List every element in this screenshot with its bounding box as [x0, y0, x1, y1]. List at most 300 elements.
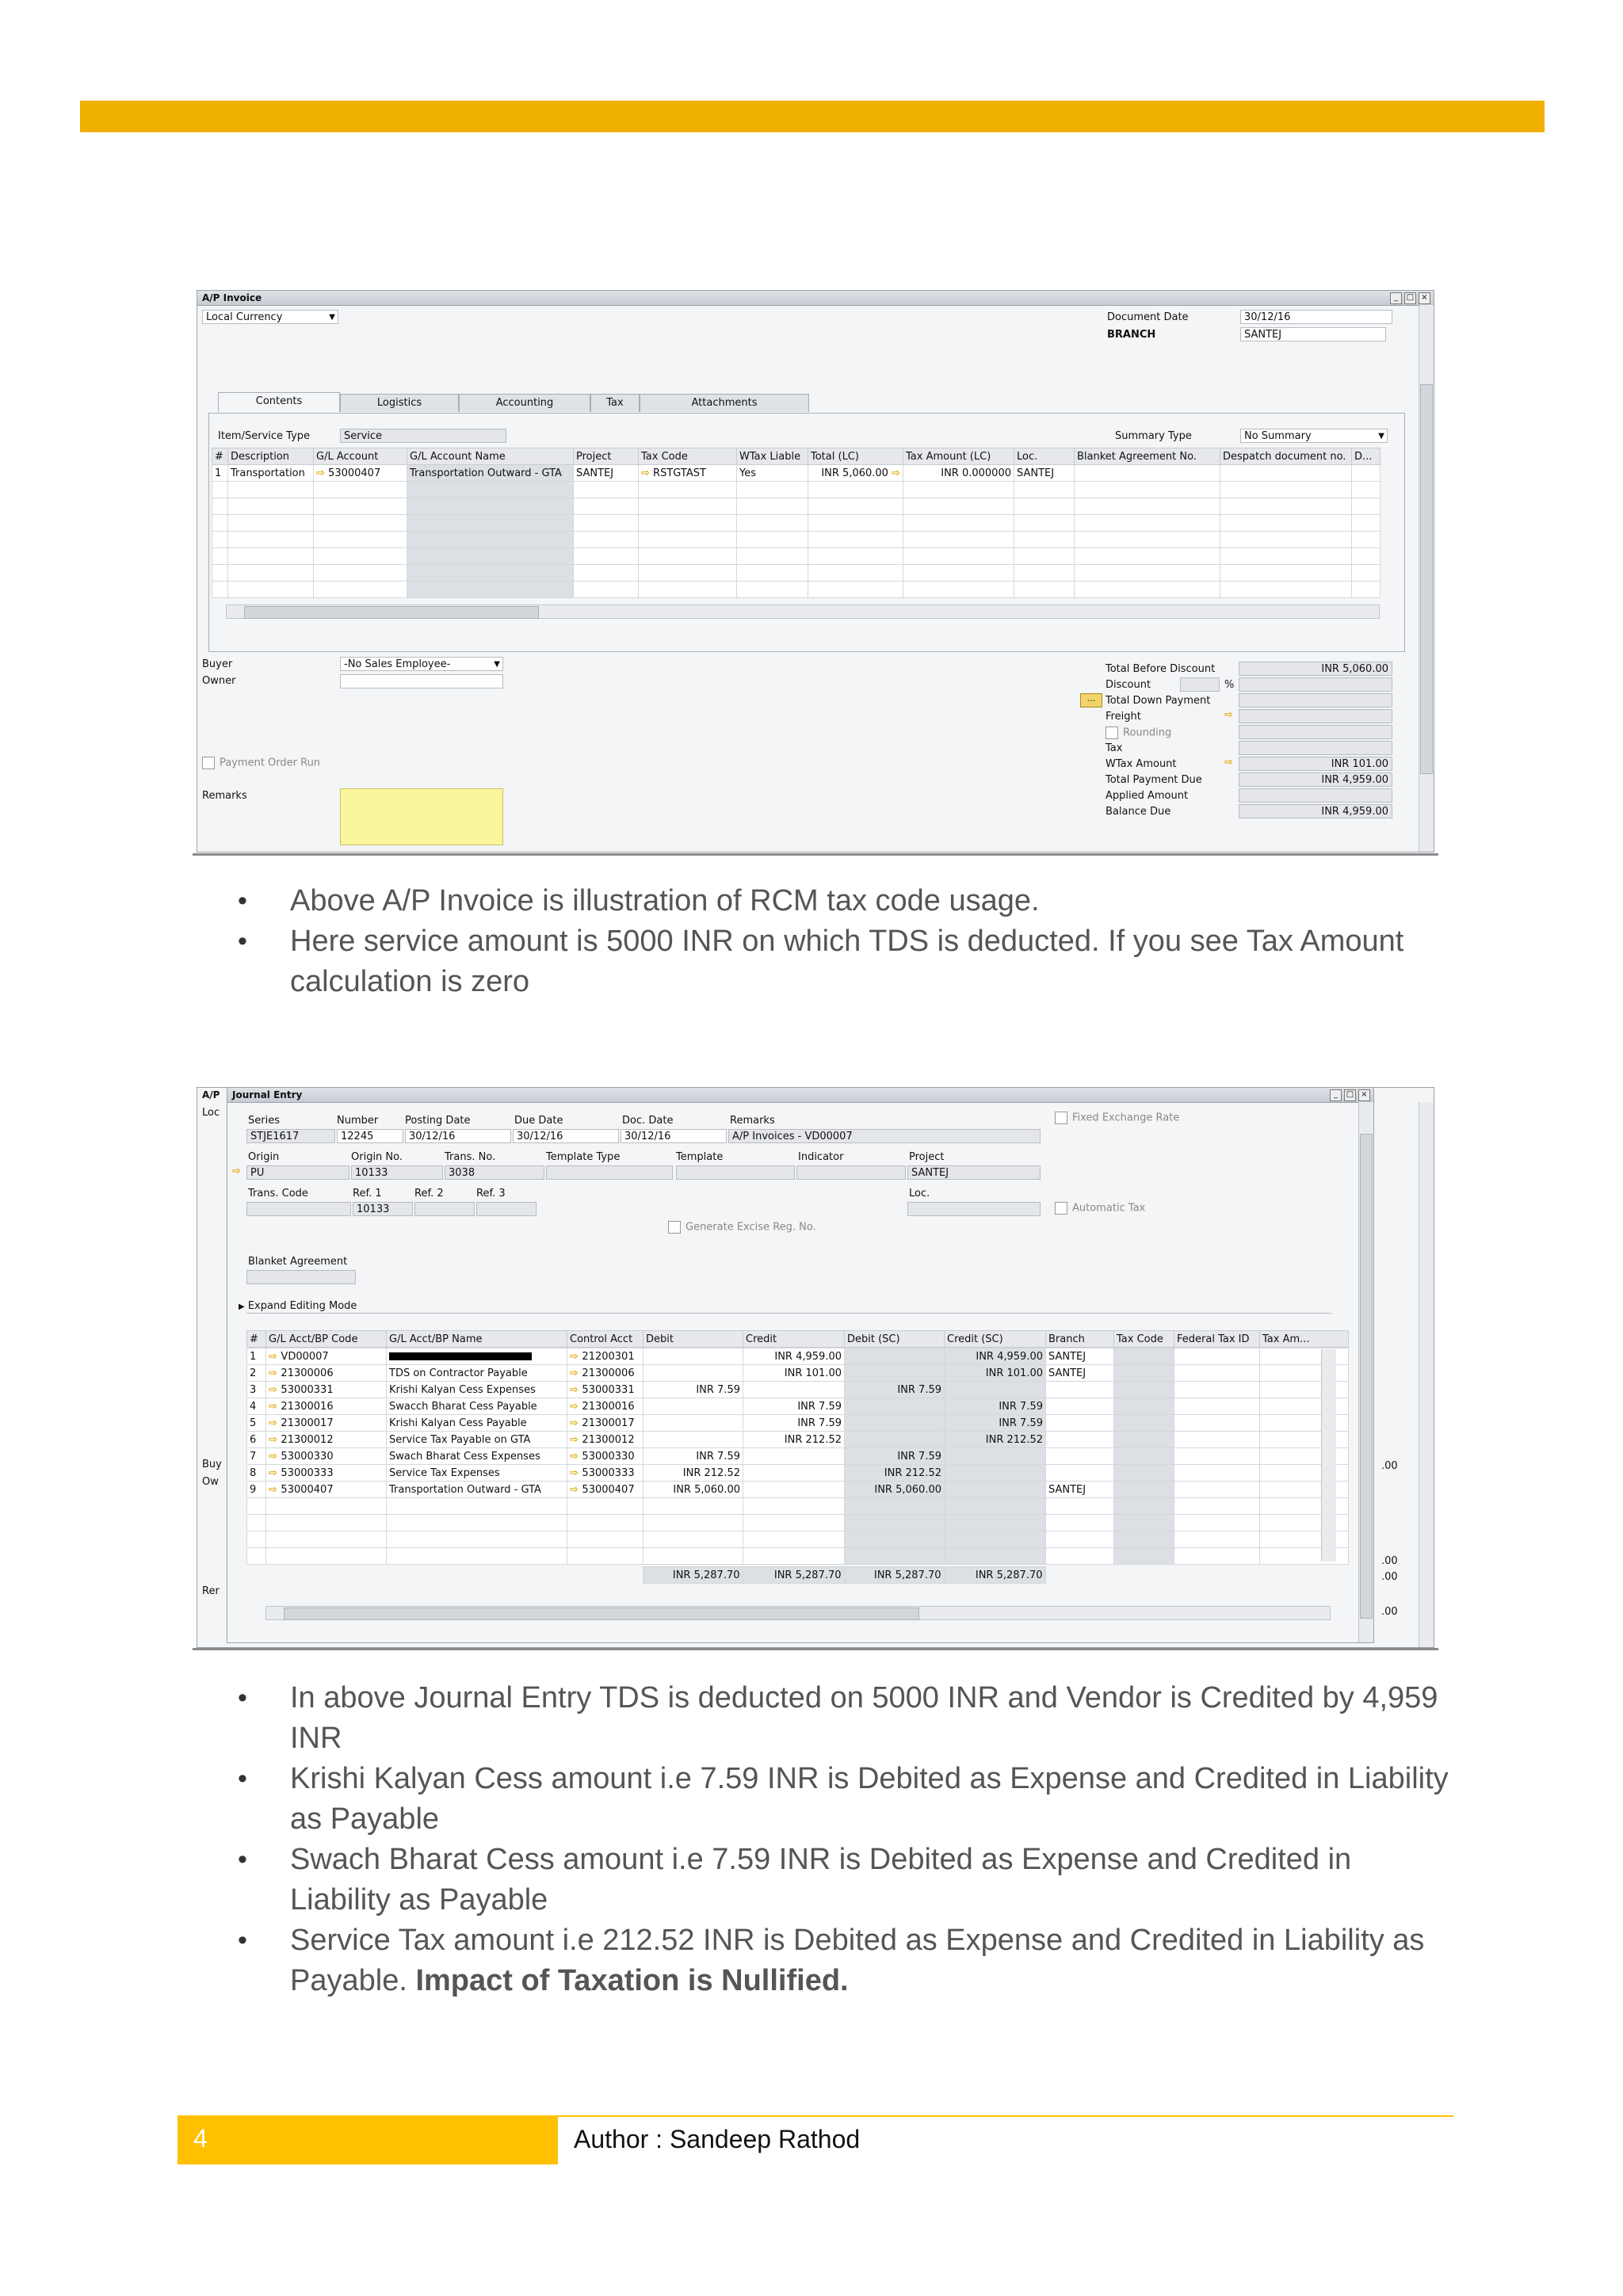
cell[interactable]: [266, 1548, 387, 1565]
cell[interactable]: [743, 1432, 845, 1448]
cell[interactable]: [845, 1365, 945, 1382]
cell[interactable]: [266, 1415, 387, 1432]
table-row[interactable]: [212, 548, 1381, 565]
link-arrow-icon[interactable]: ⇨: [1224, 757, 1233, 769]
cell[interactable]: [567, 1448, 643, 1465]
project-field[interactable]: SANTEJ: [907, 1165, 1041, 1180]
link-arrow-icon[interactable]: ⇨: [1224, 709, 1233, 721]
cell[interactable]: [1174, 1531, 1260, 1548]
checkbox-icon[interactable]: [1106, 727, 1118, 739]
cell[interactable]: [266, 1365, 387, 1382]
separator: [193, 1648, 1438, 1650]
link-arrow-icon[interactable]: ⇨: [269, 1466, 281, 1479]
currency-select[interactable]: [202, 310, 338, 324]
cell[interactable]: [567, 1348, 643, 1365]
cell[interactable]: [387, 1365, 567, 1382]
cell[interactable]: [945, 1415, 1046, 1432]
col-header[interactable]: Tax Am...: [1260, 1331, 1349, 1348]
freight-field[interactable]: [1239, 709, 1392, 723]
total-value: INR 4,959.00: [1321, 774, 1388, 786]
close-icon[interactable]: ×: [1419, 292, 1430, 304]
link-arrow-icon[interactable]: ⇨: [269, 1483, 281, 1496]
cell[interactable]: Yes: [737, 465, 808, 482]
template-type-label: Template Type: [546, 1151, 621, 1163]
cell[interactable]: [1114, 1482, 1174, 1498]
maximize-icon[interactable]: □: [1344, 1089, 1356, 1101]
cell[interactable]: [845, 1531, 945, 1548]
cell[interactable]: [845, 1548, 945, 1565]
cell[interactable]: [1174, 1432, 1260, 1448]
cell[interactable]: [1046, 1398, 1114, 1415]
percent-sign: %: [1224, 679, 1235, 691]
cell[interactable]: [1114, 1382, 1174, 1398]
cell[interactable]: [643, 1432, 743, 1448]
fixed-exchange-rate-checkbox[interactable]: [1055, 1112, 1179, 1124]
horizontal-scrollbar[interactable]: [226, 605, 1380, 619]
cell[interactable]: [1046, 1531, 1114, 1548]
link-arrow-icon[interactable]: ⇨: [269, 1350, 281, 1363]
total-down-payment-field[interactable]: [1239, 693, 1392, 707]
cell[interactable]: [266, 1448, 387, 1465]
link-arrow-icon[interactable]: ⇨: [570, 1466, 582, 1479]
link-arrow-icon[interactable]: ⇨: [570, 1417, 582, 1429]
rounding-field[interactable]: [1239, 725, 1392, 739]
link-arrow-icon[interactable]: ⇨: [892, 467, 900, 479]
cell[interactable]: [567, 1515, 643, 1531]
tab-tax[interactable]: Tax: [590, 394, 640, 412]
cell[interactable]: [567, 1365, 643, 1382]
scroll-thumb[interactable]: [1360, 1134, 1373, 1619]
generate-excise-checkbox[interactable]: [668, 1221, 816, 1234]
cell[interactable]: [1114, 1465, 1174, 1482]
cell[interactable]: [743, 1348, 845, 1365]
link-arrow-icon[interactable]: ⇨: [570, 1433, 582, 1446]
ref1-field[interactable]: 10133: [353, 1202, 413, 1216]
cell[interactable]: [567, 1415, 643, 1432]
cell[interactable]: INR 0.000000: [903, 465, 1014, 482]
cell[interactable]: [387, 1432, 567, 1448]
cell[interactable]: [643, 1365, 743, 1382]
blanket-agreement-field[interactable]: [246, 1270, 356, 1284]
expand-editing-mode-toggle[interactable]: [239, 1300, 357, 1312]
link-arrow-icon[interactable]: ⇨: [570, 1383, 582, 1396]
table-row[interactable]: [247, 1515, 1349, 1531]
cell[interactable]: [1046, 1448, 1114, 1465]
cell[interactable]: [266, 1382, 387, 1398]
cell[interactable]: [845, 1415, 945, 1432]
trans-no-field[interactable]: 3038: [445, 1165, 544, 1180]
cell[interactable]: [567, 1548, 643, 1565]
checkbox-icon[interactable]: [202, 757, 215, 769]
cell[interactable]: [266, 1531, 387, 1548]
link-arrow-icon[interactable]: ⇨: [269, 1367, 281, 1379]
cell[interactable]: [1174, 1498, 1260, 1515]
cell-value: INR 212.52: [884, 1466, 941, 1479]
minimize-icon[interactable]: _: [1330, 1089, 1342, 1101]
cell[interactable]: [1046, 1432, 1114, 1448]
cell[interactable]: [945, 1515, 1046, 1531]
cell[interactable]: [643, 1498, 743, 1515]
cell: [247, 1382, 266, 1398]
cell[interactable]: [643, 1465, 743, 1482]
cell[interactable]: [266, 1348, 387, 1365]
link-arrow-icon[interactable]: ⇨: [269, 1383, 281, 1396]
cell[interactable]: [387, 1415, 567, 1432]
cell[interactable]: [1075, 465, 1220, 482]
cell[interactable]: [266, 1398, 387, 1415]
tab-logistics[interactable]: Logistics: [340, 394, 459, 412]
link-arrow-icon[interactable]: ⇨: [316, 467, 325, 479]
minimize-icon[interactable]: _: [1390, 292, 1402, 304]
window-title: A/P Invoice: [197, 291, 1434, 306]
cell[interactable]: [945, 1482, 1046, 1498]
cell[interactable]: [266, 1498, 387, 1515]
footer-author: Author : Sandeep Rathod: [574, 2125, 861, 2153]
branch-field[interactable]: SANTEJ: [1240, 327, 1386, 341]
cell[interactable]: [1114, 1432, 1174, 1448]
cell[interactable]: [1046, 1348, 1114, 1365]
window-controls: [1390, 292, 1430, 304]
cell[interactable]: [1046, 1382, 1114, 1398]
triangle-right-icon[interactable]: ▶: [239, 1302, 245, 1311]
link-arrow-icon[interactable]: ⇨: [269, 1450, 281, 1463]
cell[interactable]: [1174, 1482, 1260, 1498]
cell[interactable]: [567, 1382, 643, 1398]
col-header[interactable]: G/L Acct/BP Name: [387, 1331, 567, 1348]
cell[interactable]: [567, 1482, 643, 1498]
cell[interactable]: [387, 1448, 567, 1465]
cell[interactable]: [643, 1415, 743, 1432]
cell[interactable]: [1114, 1365, 1174, 1382]
origin-no-field[interactable]: 10133: [351, 1165, 443, 1180]
cell[interactable]: [845, 1382, 945, 1398]
col-header[interactable]: Total (LC): [808, 448, 903, 465]
cell[interactable]: [1046, 1548, 1114, 1565]
cell[interactable]: [743, 1448, 845, 1465]
cell[interactable]: [743, 1548, 845, 1565]
cell[interactable]: [643, 1482, 743, 1498]
table-row[interactable]: [247, 1448, 1349, 1465]
cell[interactable]: [1174, 1515, 1260, 1531]
link-arrow-icon[interactable]: ⇨: [570, 1400, 582, 1413]
cell[interactable]: [643, 1348, 743, 1365]
trans-code-field[interactable]: [246, 1202, 351, 1216]
cell[interactable]: [1114, 1515, 1174, 1531]
cell[interactable]: [1174, 1398, 1260, 1415]
cell[interactable]: [845, 1398, 945, 1415]
vertical-scrollbar[interactable]: [1419, 305, 1434, 852]
col-header[interactable]: Control Acct: [567, 1331, 643, 1348]
col-header[interactable]: Description: [228, 448, 314, 465]
link-arrow-icon[interactable]: ⇨: [570, 1483, 582, 1496]
cell[interactable]: [1114, 1548, 1174, 1565]
cell[interactable]: [945, 1365, 1046, 1382]
table-row[interactable]: [247, 1415, 1349, 1432]
col-header[interactable]: Credit: [743, 1331, 845, 1348]
table-row[interactable]: [247, 1498, 1349, 1515]
table-row[interactable]: [212, 565, 1381, 582]
cell[interactable]: [567, 1465, 643, 1482]
cell[interactable]: [945, 1448, 1046, 1465]
col-header[interactable]: Debit (SC): [845, 1331, 945, 1348]
table-row[interactable]: [247, 1365, 1349, 1382]
cell[interactable]: [808, 465, 903, 482]
cell[interactable]: [743, 1382, 845, 1398]
discount-field[interactable]: [1239, 677, 1392, 692]
table-row[interactable]: [247, 1398, 1349, 1415]
tax-field[interactable]: [1239, 741, 1392, 755]
cell[interactable]: [845, 1515, 945, 1531]
checkbox-icon[interactable]: [1055, 1202, 1067, 1215]
col-header[interactable]: Despatch document no.: [1220, 448, 1352, 465]
scroll-thumb[interactable]: [1420, 384, 1433, 774]
cell[interactable]: [387, 1548, 567, 1565]
scroll-thumb[interactable]: [244, 606, 539, 619]
cell[interactable]: [743, 1415, 845, 1432]
total-label: Total Payment Due: [1106, 774, 1202, 786]
cell[interactable]: [387, 1498, 567, 1515]
col-header[interactable]: D...: [1352, 448, 1381, 465]
horizontal-scrollbar[interactable]: [265, 1606, 1331, 1620]
checkbox-icon[interactable]: [1055, 1112, 1067, 1124]
cell[interactable]: [1174, 1382, 1260, 1398]
maximize-icon[interactable]: □: [1404, 292, 1416, 304]
cell[interactable]: [643, 1382, 743, 1398]
table-row[interactable]: [247, 1548, 1349, 1565]
link-arrow-icon[interactable]: ⇨: [570, 1367, 582, 1379]
link-arrow-icon[interactable]: ⇨: [570, 1450, 582, 1463]
table-row[interactable]: [212, 515, 1381, 532]
vertical-scrollbar[interactable]: [1358, 1102, 1373, 1642]
posting-date-field[interactable]: 30/12/16: [405, 1129, 511, 1143]
remarks-field[interactable]: A/P Invoices - VD00007: [728, 1129, 1041, 1143]
cell[interactable]: [945, 1432, 1046, 1448]
col-header[interactable]: G/L Account Name: [407, 448, 574, 465]
table-row[interactable]: [212, 482, 1381, 498]
cell[interactable]: [945, 1348, 1046, 1365]
remarks-input[interactable]: [340, 788, 503, 845]
cell[interactable]: [1352, 465, 1381, 482]
col-header[interactable]: G/L Acct/BP Code: [266, 1331, 387, 1348]
col-header[interactable]: Federal Tax ID: [1174, 1331, 1260, 1348]
cell[interactable]: [1174, 1465, 1260, 1482]
cell[interactable]: [743, 1482, 845, 1498]
link-arrow-icon[interactable]: ⇨: [269, 1400, 281, 1413]
tab-accounting[interactable]: Accounting: [459, 394, 590, 412]
cell[interactable]: [1046, 1415, 1114, 1432]
series-field[interactable]: STJE1617: [246, 1129, 335, 1143]
total-label: Total Before Discount: [1106, 663, 1216, 675]
cell[interactable]: [643, 1398, 743, 1415]
doc-date-field[interactable]: 30/12/16: [621, 1129, 727, 1143]
cell[interactable]: [845, 1498, 945, 1515]
cell[interactable]: [1046, 1498, 1114, 1515]
table-row[interactable]: [247, 1432, 1349, 1448]
cell[interactable]: [945, 1398, 1046, 1415]
cell[interactable]: [1174, 1415, 1260, 1432]
cell[interactable]: [845, 1482, 945, 1498]
cell[interactable]: [845, 1348, 945, 1365]
bullet-icon: •: [238, 926, 247, 956]
col-header[interactable]: Debit: [643, 1331, 743, 1348]
table-row[interactable]: [247, 1348, 1349, 1365]
col-header[interactable]: Credit (SC): [945, 1331, 1046, 1348]
header-accent-bar: [80, 101, 1545, 132]
cell[interactable]: [1046, 1365, 1114, 1382]
table-row[interactable]: [247, 1482, 1349, 1498]
document-date-field[interactable]: 30/12/16: [1240, 310, 1392, 324]
cell[interactable]: [1046, 1465, 1114, 1482]
scroll-thumb[interactable]: [284, 1608, 919, 1620]
template-type-field[interactable]: [546, 1165, 673, 1180]
cell[interactable]: [1114, 1348, 1174, 1365]
close-icon[interactable]: ×: [1358, 1089, 1370, 1101]
table-row[interactable]: [247, 1531, 1349, 1548]
col-header[interactable]: Branch: [1046, 1331, 1114, 1348]
cell[interactable]: [266, 1482, 387, 1498]
loc-field[interactable]: [907, 1202, 1041, 1216]
cell: [247, 1515, 266, 1531]
cell[interactable]: [567, 1398, 643, 1415]
cell[interactable]: [387, 1382, 567, 1398]
more-button[interactable]: …: [1080, 693, 1102, 707]
cell[interactable]: [945, 1531, 1046, 1548]
cell[interactable]: [845, 1465, 945, 1482]
checkbox-label: Generate Excise Reg. No.: [685, 1221, 816, 1234]
cell[interactable]: [567, 1531, 643, 1548]
summary-type-select[interactable]: [1240, 429, 1388, 443]
link-arrow-icon[interactable]: ⇨: [570, 1350, 582, 1363]
cell[interactable]: [387, 1531, 567, 1548]
bullet-icon: •: [238, 1844, 247, 1875]
table-row[interactable]: [247, 1465, 1349, 1482]
cell[interactable]: [1046, 1482, 1114, 1498]
cell[interactable]: [945, 1498, 1046, 1515]
link-arrow-icon[interactable]: ⇨: [641, 467, 650, 479]
cell[interactable]: [266, 1465, 387, 1482]
cell[interactable]: SANTEJ: [1014, 465, 1075, 482]
bg-side-value: .00: [1381, 1571, 1398, 1583]
indicator-field[interactable]: [796, 1165, 906, 1180]
template-field[interactable]: [676, 1165, 795, 1180]
cell[interactable]: [1174, 1448, 1260, 1465]
col-header[interactable]: Blanket Agreement No.: [1075, 448, 1220, 465]
cell[interactable]: [1174, 1348, 1260, 1365]
cell[interactable]: Transportation: [228, 465, 314, 482]
divider: [246, 1313, 1332, 1314]
cell: [247, 1415, 266, 1432]
cell[interactable]: [743, 1531, 845, 1548]
cell[interactable]: [743, 1398, 845, 1415]
automatic-tax-checkbox[interactable]: [1055, 1202, 1145, 1215]
cell[interactable]: [1114, 1531, 1174, 1548]
buyer-select[interactable]: [340, 657, 503, 671]
origin-field[interactable]: PU: [246, 1165, 349, 1180]
cell[interactable]: [387, 1348, 567, 1365]
owner-field[interactable]: [340, 674, 503, 688]
cell[interactable]: [945, 1382, 1046, 1398]
cell[interactable]: [1114, 1448, 1174, 1465]
ref3-field[interactable]: [476, 1202, 537, 1216]
link-arrow-icon[interactable]: ⇨: [269, 1433, 281, 1446]
table-row[interactable]: [212, 498, 1381, 515]
journal-entry-window: [227, 1087, 1374, 1643]
cell[interactable]: [945, 1548, 1046, 1565]
cell[interactable]: [387, 1482, 567, 1498]
tab-attachments[interactable]: Attachments: [640, 394, 809, 412]
col-header[interactable]: Tax Code: [639, 448, 737, 465]
table-row[interactable]: [212, 465, 1381, 482]
col-header[interactable]: WTax Liable: [737, 448, 808, 465]
cell[interactable]: [643, 1531, 743, 1548]
cell[interactable]: SANTEJ: [574, 465, 639, 482]
cell[interactable]: [845, 1448, 945, 1465]
cell[interactable]: [845, 1432, 945, 1448]
cell[interactable]: [1114, 1498, 1174, 1515]
cell[interactable]: [743, 1515, 845, 1531]
cell[interactable]: [266, 1515, 387, 1531]
cell[interactable]: [643, 1448, 743, 1465]
link-arrow-icon[interactable]: ⇨: [232, 1165, 241, 1177]
cell[interactable]: [387, 1465, 567, 1482]
cell[interactable]: [743, 1498, 845, 1515]
cell[interactable]: [1220, 465, 1352, 482]
cell[interactable]: [643, 1515, 743, 1531]
cell[interactable]: [639, 465, 737, 482]
col-header[interactable]: #: [247, 1331, 266, 1348]
cell[interactable]: [1174, 1365, 1260, 1382]
cell[interactable]: [387, 1398, 567, 1415]
link-arrow-icon[interactable]: ⇨: [269, 1417, 281, 1429]
table-row[interactable]: [212, 532, 1381, 548]
grid-vertical-scrollbar[interactable]: [1321, 1349, 1336, 1562]
checkbox-icon[interactable]: [668, 1221, 681, 1234]
cell[interactable]: [266, 1432, 387, 1448]
cell[interactable]: [1046, 1515, 1114, 1531]
cell[interactable]: [1174, 1548, 1260, 1565]
number-field[interactable]: 12245: [337, 1129, 403, 1143]
cell[interactable]: [1114, 1415, 1174, 1432]
col-header[interactable]: #: [212, 448, 228, 465]
rounding-checkbox[interactable]: [1106, 727, 1171, 739]
table-row[interactable]: [212, 582, 1381, 598]
cell[interactable]: [743, 1465, 845, 1482]
due-date-field[interactable]: 30/12/16: [513, 1129, 619, 1143]
cell[interactable]: [945, 1465, 1046, 1482]
table-row[interactable]: [247, 1382, 1349, 1398]
col-header[interactable]: Tax Code: [1114, 1331, 1174, 1348]
cell[interactable]: [743, 1365, 845, 1382]
ref2-field[interactable]: [414, 1202, 475, 1216]
tab-contents[interactable]: Contents: [218, 392, 340, 412]
bg-side-value: .00: [1381, 1606, 1398, 1618]
payment-order-run-checkbox[interactable]: [202, 757, 320, 769]
cell[interactable]: [1114, 1398, 1174, 1415]
cell-value: 53000407: [328, 467, 381, 479]
cell[interactable]: [643, 1548, 743, 1565]
item-service-type-field[interactable]: Service: [340, 429, 506, 443]
cell[interactable]: [567, 1432, 643, 1448]
cell[interactable]: [387, 1515, 567, 1531]
vertical-scrollbar[interactable]: [1419, 1102, 1434, 1647]
col-header[interactable]: G/L Account: [314, 448, 407, 465]
col-header[interactable]: Tax Amount (LC): [903, 448, 1014, 465]
col-header[interactable]: Project: [574, 448, 639, 465]
cell[interactable]: [567, 1498, 643, 1515]
col-header[interactable]: Loc.: [1014, 448, 1075, 465]
discount-pct-field[interactable]: [1180, 677, 1220, 692]
cell[interactable]: [314, 465, 407, 482]
